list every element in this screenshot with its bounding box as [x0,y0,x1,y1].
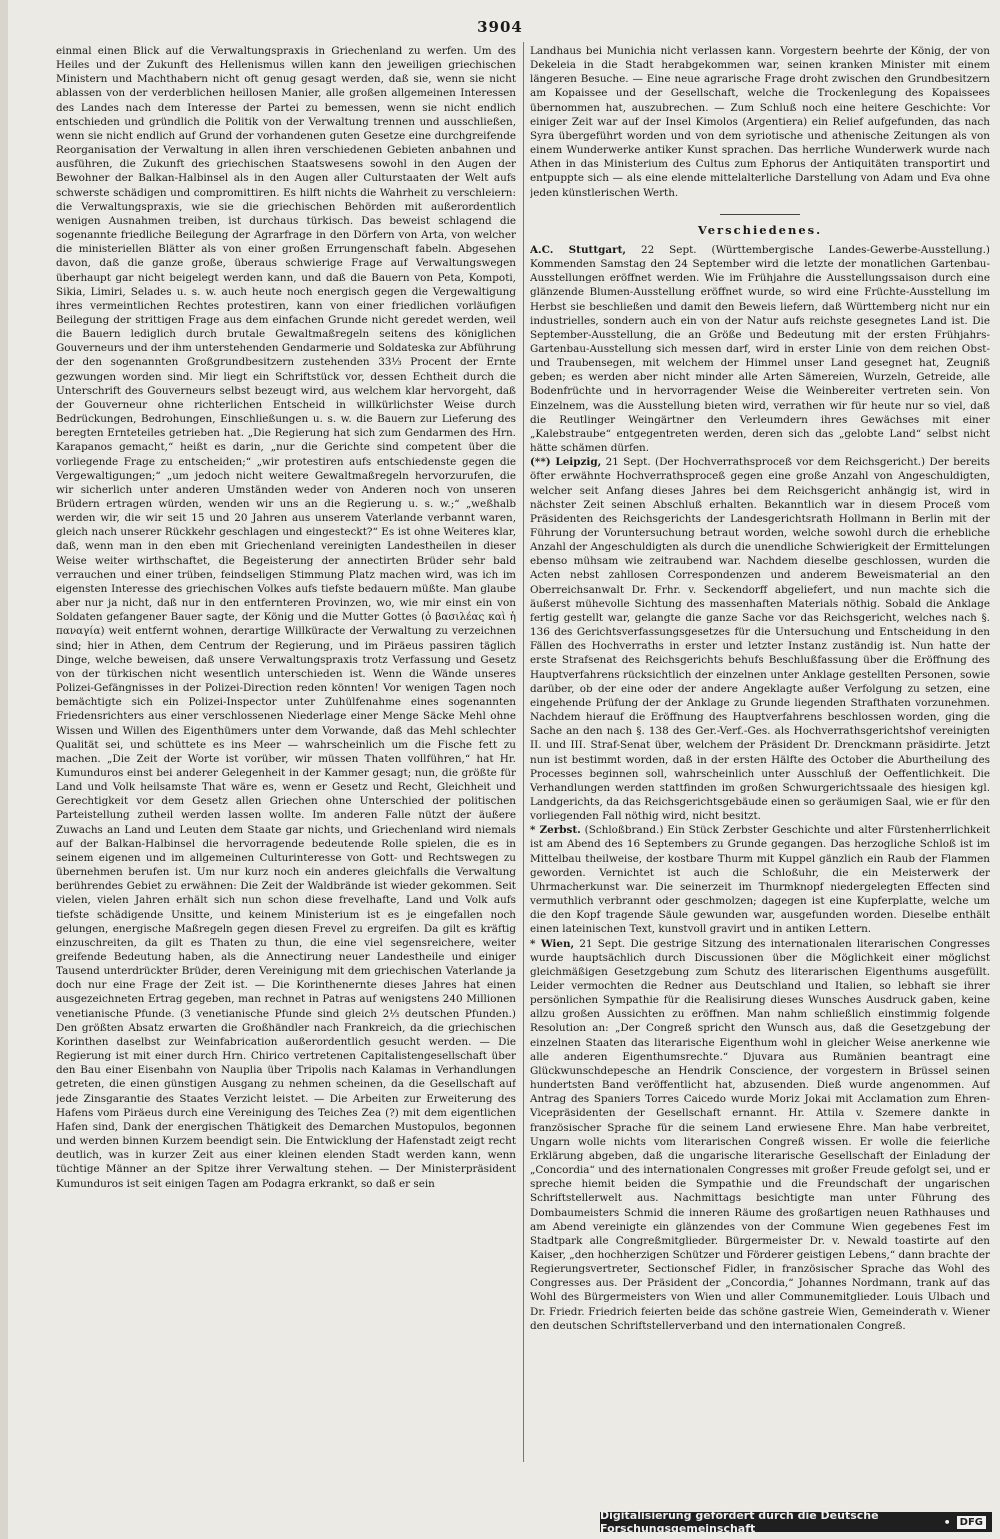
article-text: 21 Sept. (Der Hochverrathsproceß vor dem Reichsgericht.) Der bereits öfter erwähnte Hochverrathsproceß gegen eine große Anzahl von Angeschuldigten, welcher seit Anfang dieses Jahres bei dem Reichsgericht anhängig ist, wird in nächster Zeit seinen Abschluß erhalten. Bekanntlich war in diesem Proceß vom Präsidenten des Reichsgerichts der Landesgerichtsrath Hollmann in Berlin mit der Führung der Voruntersuchung betraut worden, welche sowohl durch die erhebliche Anzahl der Angeschuldigten als durch die unendliche Schwierigkeit der Ermittelungen ebenso mühsam wie zeitraubend war. Nachdem dieselbe geschlossen, wurden die Acten nebst zahllosen Correspondenzen und anderem Beweismaterial an den Oberreichsanwalt Dr. Frhr. v. Seckendorff abgeliefert, und nun machte sich die äußerst mühevolle Sichtung des massenhaften Materials nöthig. Sobald die Anklage fertig gestellt war, gelangte die ganze Sache vor das Reichsgericht, welches nach §. 136 des Gerichtsverfassungsgesetzes für die Untersuchung und Entscheidung in den Fällen des Hochverraths in erster und letzter Instanz zuständig ist. Nun hatte der erste Strafsenat des Reichsgerichts behufs Beschlußfassung über die Eröffnung des Hauptverfahrens rücksichtlich der einzelnen unter Anklage gestellten Personen, sowie darüber, ob der eine oder der andere Angeklagte außer Verfolgung zu setzen, eine eingehende Prüfung der der Anklage zu Grunde liegenden Strafthaten vorzunehmen. Nachdem hierauf die Eröffnung des Hauptverfahrens beschlossen worden, ging die Sache an den nach §. 138 des Ger.-Verf.-Ges. als Hochverrathsgerichtshof vereinigten II. und III. Straf-Senat über, welchem der Präsident Dr. Drenckmann präsidirte. Jetzt nun ist bestimmt worden, daß in der ersten Hälfte des October die Aburtheilung des Processes beginnen soll, wahrscheinlich unter Ausschluß der Oeffentlichkeit. Die Verhandlungen werden stattfinden im großen Schwurgerichtssaale des hiesigen kgl. Landgerichts, da das Reichsgerichtsgebäude einen so geräumigen Saal, wie er für den vorliegenden Fall nöthig wird, nicht besitzt. [530,456,990,823]
column-rule [523,42,524,1462]
article-leipzig [530,455,990,823]
footer-text: Digitalisierung gefördert durch die Deutsche Forschungsgemeinschaft [600,1509,879,1535]
right-column [530,44,990,1462]
article-dateline: * Zerbst. [530,824,581,837]
left-column [56,44,516,1462]
digitization-footer [600,1509,992,1535]
page-number: 3904 [477,18,523,36]
scan-edge [0,0,8,1539]
section-title: Verschiedenes. [697,222,823,237]
article-text: 22 Sept. (Württembergische Landes-Gewerbe-Ausstellung.) Kommenden Samstag den 24 September wird die letzte der monatlichen Gartenbau-Ausstellungen eröffnet werden. Wie im Frühjahre die Ausstellungssaison durch eine glänzende Blumen-Ausstellung eröffnet wurde, so wird eine Früchte-Ausstellung im Herbst sie beschließen und damit den Beweis liefern, daß Württemberg nicht nur ein industrielles, sondern auch ein von der Natur aufs reichste gesegnetes Land ist. Die September-Ausstellung, die an Größe und Bedeutung mit der ersten Frühjahrs-Gartenbau-Ausstellung sich messen darf, wird in erster Linie von dem reichen Obst- und Traubensegen, mit welchem der Himmel unser Land gesegnet hat, Zeugniß geben; es werden aber nicht minder alle Arten Sämereien, Wurzeln, Getreide, alle Bodenfrüchte und in hervorragender Weise die Weinbereiter vertreten sein. Von Einzelnem, was die Ausstellung bieten wird, verrathen wir für heute nur so viel, daß die Reutlinger Weingärtner den Verleumdern ihres Gewächses mit einer „Kalebstraube“ entgegentreten werden, deren sich das „gelobte Land“ selbst nicht hätte schämen dürfen. [530,243,990,455]
article-dateline: * Wien, [530,937,575,950]
article-dateline: A.C. Stuttgart, [530,243,627,256]
article-stuttgart [530,243,990,455]
right-column-intro: Landhaus bei Munichia nicht verlassen kann. Vorgestern beehrte der König, der von Dekeleia in die Stadt herabgekommen war, seinen kranken Minister mit einem längeren Besuche. — Eine neue agrarische Frage droht zwischen den Grundbesitzern am Kopaissee und der Gesellschaft, welche die Trockenlegung des Kopaissees übernommen hat, auszubrechen. — Zum Schluß noch eine heitere Geschichte: Vor einiger Zeit war auf der Insel Kimolos (Argentiera) ein Relief aufgefunden, das nach Syra übergeführt worden und von dem syriotische und athenische Zeitungen als von einem Wunderwerke antiker Kunst sprachen. Das herrliche Wunderwerk wurde nach Athen in das Ministerium des Cultus zum Ephorus der Antiquitäten transportirt und entpuppte sich — als eine elende mittelalterliche Darstellung von Adam und Eva ohne jeden künstlerischen Werth. [530,45,990,199]
article-text: (Schloßbrand.) Ein Stück Zerbster Geschichte und alter Fürstenherrlichkeit ist am Abend des 16 Septembers zu Grunde gegangen. Das herzogliche Schloß ist im Mittelbau theilweise, der kostbare Thurm mit Kuppel gänzlich ein Raub der Flammen geworden. Vernichtet ist auch die Schloßuhr, die ein Meisterwerk der Uhrmacherkunst war. Die seinerzeit im Thurmknopf niedergelegten Effecten sind vermuthlich verbrannt oder geschmolzen; dagegen ist eine Kupferplatte, welche um die den Kopf tragende Säule gewunden war, ausgefunden worden. Dieselbe enthält einen lateinischen Text, kunstvoll gravirt und in antiken Lettern. [530,824,990,936]
footer-separator: • [943,1515,951,1529]
article-text: 21 Sept. Die gestrige Sitzung des internationalen literarischen Congresses wurde hauptsächlich durch Discussionen über die Möglichkeit einer möglichst gleichmäßigen Gesetzgebung zum Schutz des literarischen Eigenthums ausgefüllt. Leider vermochten die Redner aus Deutschland und Italien, so lebhaft sie ihrer persönlichen Sympathie für die Realisirung dieses Wunsches Ausdruck gaben, keine allzu großen Aussichten zu eröffnen. Man nahm schließlich einstimmig folgende Resolution an: „Der Congreß spricht den Wunsch aus, daß die Gesetzgebung der einzelnen Staaten das literarische Eigenthum wohl in gleicher Weise anerkenne wie alle anderen Eigenthumsrechte.“ Djuvara aus Rumänien beantragt eine Glückwunschdepesche an Hendrik Conscience, der vorgestern in Brüssel seinen hundertsten Band veröffentlicht hat, abzusenden. Dieß wurde angenommen. Auf Antrag des Spaniers Torres Caicedo wurde Moriz Jokai mit Acclamation zum Ehren-Vicepräsidenten der Gesellschaft ernannt. Hr. Attila v. Szemere dankte in französischer Sprache für die seinem Land erwiesene Ehre. Man habe verbreitet, Ungarn wolle nichts vom literarischen Congreß wissen. Er wolle die feierliche Erklärung abgeben, daß die ungarische literarische Gesellschaft der Einladung der „Concordia“ und des internationalen Congresses mit großer Freude gefolgt sei, und er spreche hiemit beiden die Sympathie und die Freundschaft der ungarischen Schriftstellerwelt aus. Nachmittags besichtigte man unter Führung des Dombaumeisters Schmid die inneren Räume des großartigen neuen Rathhauses und am Abend vereinigte ein glänzendes von der Commune Wien gegebenes Fest im Stadtpark alle Congreßmitglieder. Bürgermeister Dr. v. Newald toastirte auf den Kaiser, „den hochherzigen Schützer und Förderer geistigen Lebens,“ dann brachte der Regierungsvertreter, Sectionschef Fidler, in französischer Sprache das Wohl des Congresses aus. Der Präsident der „Concordia,“ Johannes Nordmann, trank auf das Wohl des Bürgermeisters von Wien und aller Communemitglieder. Louis Ulbach und Dr. Friedr. Friedrich feierten beide das schöne gastreie Wien, Gemeinderath v. Wiener den deutschen Schriftstellerverband und den internationalen Congreß. [530,937,990,1332]
dfg-logo: DFG [957,1516,986,1529]
article-wien [530,937,990,1333]
section-separator [720,214,800,215]
article-dateline: (**) Leipzig, [530,456,602,469]
left-column-text: einmal einen Blick auf die Verwaltungspraxis in Griechenland zu werfen. Um des Heiles und der Zukunft des Hellenismus willen kann den jeweiligen griechischen Ministern und Machthabern nicht oft genug gesagt werden, daß sie, wenn sie nicht ablassen von der verderblichen heillosen Manier, alle großen allgemeinen Interessen des Landes nach dem Interesse der Partei zu bemessen, wenn sie nicht endlich entschieden und gründlich die Politik von der Verwaltung trennen und ausschließen, wenn sie nicht endlich auf Grund der vorhandenen guten Gesetze eine durchgreifende Reorganisation der Verwaltung in allen ihren verschiedenen Gebieten anbahnen und ausführen, die Zukunft des griechischen Staatswesens sowohl in den Augen der Bewohner der Balkan-Halbinsel als in den Augen aller Culturstaaten der Welt aufs schwerste schädigen und compromittiren. Es hilft nichts die Wahrheit zu verschleiern: die Verwaltungspraxis, wie sie die griechischen Behörden mit außerordentlich wenigen Ausnahmen treiben, ist durchaus türkisch. Das beweist schlagend die sogenannte friedliche Beilegung der Agrarfrage in den Dörfern von Arta, von welcher die ministeriellen Blätter als von einer großen Errungenschaft fabeln. Abgesehen davon, daß die ganze große, überaus schwierige Frage auf Verwaltungswegen überhaupt gar nicht beigelegt werden kann, und daß die Bauern von Peta, Kompoti, Sikia, Limiri, Selades u. s. w. auch heute noch energisch gegen die Vergewaltigung ihres vermeintlichen Rechtes protestiren, kann von einer friedlichen vorläufigen Beilegung der strittigen Frage aus dem einfachen Grunde nicht geredet werden, weil die Bauern lediglich durch brutale Gewaltmaßregeln seitens des königlichen Gouverneurs und der ihm unterstehenden Gendarmerie und Soldateska zur Abführung der den sogenannten Großgrundbesitzern zustehenden 33⅓ Procent der Ernte gezwungen worden sind. Mir liegt ein Schriftstück vor, dessen Echtheit durch die Unterschrift des Gouverneurs selbst bezeugt wird, aus welchem klar hervorgeht, daß der Gouverneur ohne richterlichen Entscheid in willkürlichster Weise durch Bedrückungen, Bedrohungen, Einschließungen u. s. w. die Bauern zur Lieferung des beregten Ernteteiles getrieben hat. „Die Regierung hat sich zum Gendarmen des Hrn. Karapanos gemacht,“ heißt es darin, „nur die Gerichte sind competent über die vorliegende Frage zu entscheiden;“ „wir protestiren aufs entschiedenste gegen die Vergewaltigungen;“ „um jedoch nicht weitere Gewaltmaßregeln hervorzurufen, die wir sicherlich unter anderen Umständen weder von Anderen noch von unseren Brüdern ertragen würden, wenden wir uns an die Regierung u. s. w.;“ „weßhalb werden wir, die wir seit 15 und 20 Jahren aus unserem Vaterlande verbannt waren, gleich nach unserer Rückkehr geschlagen und eingesteckt?“ Es ist ohne Weiteres klar, daß, wenn man in den eben mit Griechenland vereinigten Landestheilen in dieser Weise weiter wirthschaftet, die Begeisterung der annectirten Brüder sehr bald verrauchen und einer trüben, feindseligen Stimmung Platz machen wird, was ich im eigensten Interesse des griechischen Volkes aufs tiefste bedauern müßte. Man glaube aber nur ja nicht, daß nur in den entfernteren Provinzen, wo, wie mir einst ein von Soldaten gefangener Bauer sagte, der König und die Mutter Gottes (ὁ βασιλέας καὶ ἡ παναγία) weit entfernt wohnen, derartige Willküracte der Verwaltung zu verzeichnen sind; hier in Athen, dem Centrum der Regierung, und im Piräeus passiren täglich Dinge, welche beweisen, daß unsere Verwaltungspraxis trotz Verfassung und Gesetz von der türkischen nicht wesentlich unterschieden ist. Wenn die Wände unseres Polizei-Gefängnisses in der Polizei-Direction reden könnten! Vor wenigen Tagen noch bemächtigte sich ein Polizei-Inspector unter Zuhülfenahme eines sogenannten Friedensrichters aus einer verschlossenen Niederlage einer Menge Säcke Mehl ohne Wissen und Willen des Eigenthümers unter dem Vorwande, daß das Mehl schlechter Qualität sei, und schüttete es ins Meer — wahrscheinlich um die Fische fett zu machen. „Die Zeit der Worte ist vorüber, wir müssen Thaten vollführen,“ hat Hr. Kumunduros einst bei anderer Gelegenheit in der Kammer gesagt; nun, die größte für Land und Volk heilsamste That wäre es, wenn er Gesetz und Recht, Gleichheit und Gerechtigkeit vor dem Gesetz allen Griechen ohne Unterschied der politischen Parteistellung zutheil werden lassen wollte. Im anderen Falle nützt der äußere Zuwachs an Land und Leuten dem Staate gar nichts, und Griechenland wird niemals auf der Balkan-Halbinsel die hervorragende bedeutende Rolle spielen, die es in seinem eigenen und im allgemeinen Culturinteresse von Gott- und Rechtswegen zu übernehmen berufen ist. Um nur kurz noch ein anderes gleichfalls die Verwaltung berührendes Gebiet zu erwähnen: Die Zeit der Waldbrände ist wieder gekommen. Seit vielen, vielen Jahren erhält sich nun schon diese frevelhafte, Land und Volk aufs tiefste schädigende Unsitte, und keinem Ministerium ist es je eingefallen noch gelungen, energische Maßregeln gegen diesen Frevel zu ergreifen. Da gilt es kräftig einzuschreiten, da gilt es Thaten zu thun, die eine viel segensreichere, weiter greifende Bedeutung haben, als die Annectirung neuer Landestheile und einiger Tausend unterdrückter Brüder, deren Vereinigung mit dem griechischen Vaterlande ja doch nur eine Frage der Zeit ist. — Die Korinthenernte dieses Jahres hat einen ausgezeichneten Ertrag gegeben, man rechnet in Patras auf wenigstens 240 Millionen venetianische Pfunde. (3 venetianische Pfunde sind gleich 2⅓ deutschen Pfunden.) Den größten Absatz erwarten die Großhändler nach Frankreich, da die griechischen Korinthen daselbst zur Weinfabrication außerordentlich gesucht werden. — Die Regierung ist mit einer durch Hrn. Chirico vertretenen Capitalistengesellschaft über den Bau einer Eisenbahn von Nauplia über Tripolis nach Kalamas in Verhandlungen getreten, die einen günstigen Ausgang zu nehmen scheinen, da die Gesellschaft auf jede Zinsgarantie des Staates Verzicht leistet. — Die Arbeiten zur Erweiterung des Hafens vom Piräeus durch eine Vereinigung des Teiches Zea (?) mit dem eigentlichen Hafen sind, Dank der energischen Thätigkeit des Demarchen Mustopulos, begonnen und werden binnen Kurzem beendigt sein. Die Entwicklung der Hafenstadt zeigt recht deutlich, was in kurzer Zeit aus einer kleinen elenden Stadt werden kann, wenn tüchtige Männer an der Spitze ihrer Verwaltung stehen. — Der Ministerpräsident Kumunduros ist seit einigen Tagen am Podagra erkrankt, so daß er sein [56,45,516,1190]
article-zerbst [530,823,990,936]
